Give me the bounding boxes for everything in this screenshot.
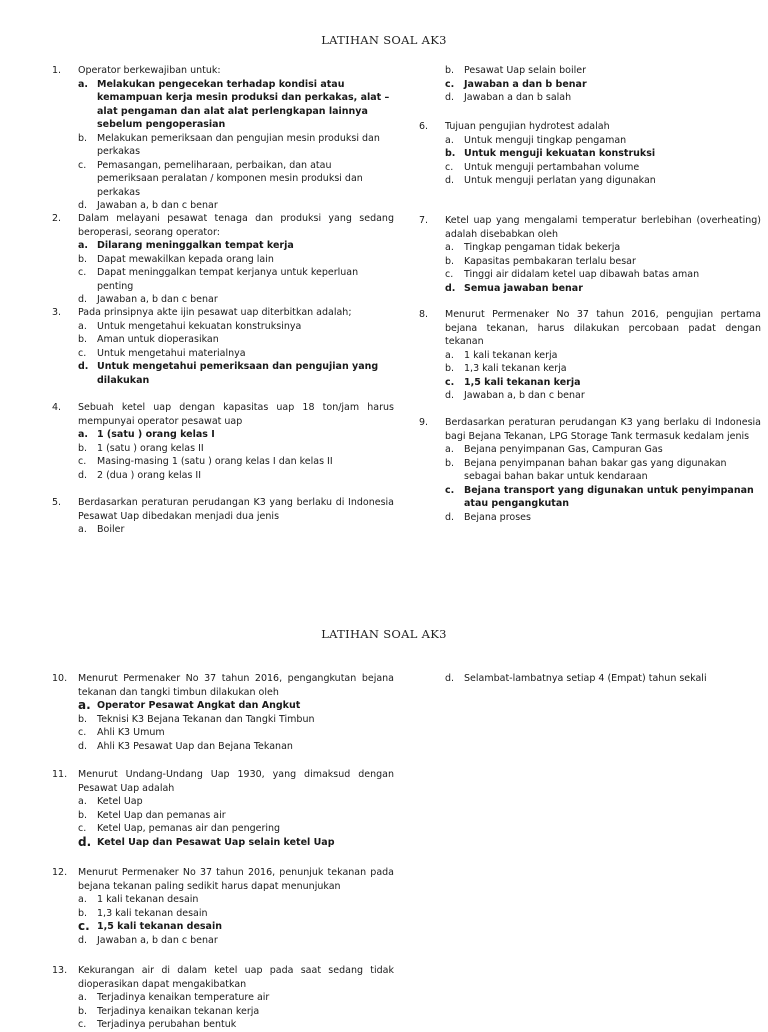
option-letter: b. xyxy=(445,65,455,76)
answer-option xyxy=(78,320,394,334)
option-text: Untuk mengetahui materialnya xyxy=(97,347,246,359)
option-text: 1,5 kali tekanan desain xyxy=(97,921,222,932)
answer-option xyxy=(78,239,394,253)
option-text: Untuk mengetahui pemeriksaan dan pengujian yang dilakukan xyxy=(97,361,379,386)
question-text: Dalam melayani pesawat tenaga dan produksi yang sedang beroperasi, seorang operator: xyxy=(78,213,394,238)
option-text: Tingkap pengaman tidak bekerja xyxy=(464,242,621,253)
question-1 xyxy=(52,64,394,213)
option-letter: b. xyxy=(445,148,456,159)
answer-option xyxy=(78,159,394,200)
answer-option xyxy=(445,349,761,363)
answer-option xyxy=(78,920,394,934)
option-text: Jawaban a dan b benar xyxy=(464,78,587,90)
question-text: Berdasarkan peraturan perudangan K3 yang berlaku di Indonesia bagi Bejana Tekanan, LPG Storage Tank termasuk kedalam jenis xyxy=(445,417,761,442)
question-text: Operator berkewajiban untuk: xyxy=(78,65,221,76)
option-text: Untuk menguji kekuatan konstruksi xyxy=(464,148,656,159)
option-letter: b. xyxy=(445,363,455,374)
option-letter: c. xyxy=(445,376,455,388)
option-text: Melakukan pengecekan terhadap kondisi atau kemampuan kerja mesin produksi dan perkakas, alat – alat pengaman dan alat alat perlengkapan lainnya sebelum pengoperasian xyxy=(97,78,390,130)
answer-option xyxy=(445,443,761,457)
answer-option xyxy=(78,347,394,361)
option-letter: b. xyxy=(78,1005,88,1017)
option-text: 1,5 kali tekanan kerja xyxy=(464,376,581,388)
question-8 xyxy=(419,308,761,403)
question-number: 4. xyxy=(52,402,62,413)
answer-option xyxy=(78,428,394,442)
question-10 xyxy=(52,672,394,753)
answer-option xyxy=(78,360,394,387)
answer-option xyxy=(445,134,761,148)
option-letter: a. xyxy=(445,444,454,455)
option-letter: c. xyxy=(78,1019,87,1030)
option-letter: d. xyxy=(78,469,88,481)
option-text: 1 (satu ) orang kelas I xyxy=(97,429,215,440)
option-letter: c. xyxy=(78,727,87,738)
question-text: Pada prinsipnya akte ijin pesawat uap diterbitkan adalah; xyxy=(78,307,352,318)
answer-option xyxy=(445,241,761,255)
question-number: 5. xyxy=(52,497,62,508)
page-title: LATIHAN SOAL AK3 xyxy=(321,33,447,47)
answer-option xyxy=(78,740,394,754)
question-9 xyxy=(419,416,761,524)
option-text: Pemasangan, pemeliharaan, perbaikan, dan atau pemeriksaan peralatan / komponen mesin produksi dan perkakas xyxy=(97,159,363,198)
option-text: Aman untuk dioperasikan xyxy=(97,334,219,345)
answer-option xyxy=(78,836,394,850)
option-text: Selambat-lambatnya setiap 4 (Empat) tahun sekali xyxy=(464,673,707,684)
option-text: Jawaban a dan b salah xyxy=(464,92,572,103)
answer-option xyxy=(78,1005,394,1019)
answer-option xyxy=(445,64,761,78)
option-letter: c. xyxy=(78,456,87,467)
question-number: 6. xyxy=(419,121,429,132)
option-letter: c. xyxy=(445,78,455,90)
question-text: Sebuah ketel uap dengan kapasitas uap 18 ton/jam harus mempunyai operator pesawat uap xyxy=(78,402,394,427)
question-number: 9. xyxy=(419,417,429,428)
option-text: Untuk menguji pertambahan volume xyxy=(464,161,640,173)
option-letter: b. xyxy=(78,442,88,454)
option-letter: a. xyxy=(78,524,87,535)
question-number: 7. xyxy=(419,215,429,226)
option-text: Ketel Uap xyxy=(97,796,143,807)
answer-option xyxy=(78,907,394,921)
option-letter: d. xyxy=(78,934,88,946)
answer-option xyxy=(445,255,761,269)
option-letter: a. xyxy=(78,796,87,807)
option-text: Bejana proses xyxy=(464,511,531,523)
option-text: 1 (satu ) orang kelas II xyxy=(97,442,204,454)
answer-option xyxy=(445,362,761,376)
option-text: 1,3 kali tekanan kerja xyxy=(464,363,567,374)
option-text: Dilarang meninggalkan tempat kerja xyxy=(97,240,294,251)
answer-option xyxy=(445,147,761,161)
option-text: Tinggi air didalam ketel uap dibawah batas aman xyxy=(464,269,700,280)
question-2 xyxy=(52,212,394,307)
option-letter: c. xyxy=(445,161,454,173)
answer-option xyxy=(78,199,394,213)
answer-option xyxy=(78,523,394,537)
answer-option xyxy=(445,484,761,511)
answer-option xyxy=(78,333,394,347)
option-letter: c. xyxy=(78,267,87,278)
option-letter: c. xyxy=(78,919,90,933)
option-text: Dapat mewakilkan kepada orang lain xyxy=(97,253,274,265)
answer-option xyxy=(78,713,394,727)
option-text: Bejana transport yang digunakan untuk penyimpanan atau pengangkutan xyxy=(464,484,754,509)
question-4 xyxy=(52,401,394,482)
answer-option xyxy=(78,893,394,907)
answer-option xyxy=(78,132,394,159)
option-text: Ahli K3 Pesawat Uap dan Bejana Tekanan xyxy=(97,740,293,752)
question-text: Kekurangan air di dalam ketel uap pada saat sedang tidak dioperasikan dapat mengakibatkan xyxy=(78,965,394,990)
option-text: Ketel Uap dan Pesawat Uap selain ketel Uap xyxy=(97,836,335,848)
answer-option xyxy=(445,511,761,525)
option-letter: c. xyxy=(78,347,87,359)
answer-option xyxy=(445,268,761,282)
option-letter: a. xyxy=(78,894,87,905)
option-letter: a. xyxy=(445,242,454,253)
option-letter: d. xyxy=(78,740,88,752)
answer-option xyxy=(78,809,394,823)
option-letter: c. xyxy=(78,823,87,834)
answer-option xyxy=(78,726,394,740)
option-letter: a. xyxy=(445,134,454,146)
option-text: Untuk menguji perlatan yang digunakan xyxy=(464,175,656,186)
answer-option xyxy=(445,672,761,686)
option-letter: d. xyxy=(445,175,455,186)
answer-option xyxy=(78,934,394,948)
question-number: 1. xyxy=(52,65,62,76)
option-text: Ketel Uap dan pemanas air xyxy=(97,809,226,821)
option-text: Jawaban a, b dan c benar xyxy=(97,934,218,946)
option-text: Teknisi K3 Bejana Tekanan dan Tangki Timbun xyxy=(97,713,315,725)
option-letter: a. xyxy=(445,349,454,361)
option-text: Pesawat Uap selain boiler xyxy=(464,65,586,76)
option-letter: b. xyxy=(78,809,88,821)
option-text: Ketel Uap, pemanas air dan pengering xyxy=(97,823,281,834)
option-letter: d. xyxy=(445,282,456,294)
question-text: Menurut Permenaker No 37 tahun 2016, pengangkutan bejana tekanan dan tangki timbun dilakukan oleh xyxy=(78,673,394,698)
answer-option xyxy=(78,991,394,1005)
question-3 xyxy=(52,306,394,387)
option-letter: d. xyxy=(445,673,455,684)
option-text: Boiler xyxy=(97,524,125,535)
question-number: 10. xyxy=(52,673,68,684)
option-text: Operator Pesawat Angkat dan Angkut xyxy=(97,700,301,711)
option-letter: a. xyxy=(78,698,91,712)
option-text: Untuk mengetahui kekuatan konstruksinya xyxy=(97,320,302,332)
option-letter: c. xyxy=(445,269,454,280)
answer-option xyxy=(78,699,394,713)
question-5-continued xyxy=(445,64,761,105)
option-text: Jawaban a, b dan c benar xyxy=(97,294,218,305)
question-number: 13. xyxy=(52,965,68,976)
option-letter: c. xyxy=(445,484,455,496)
question-number: 8. xyxy=(419,309,429,320)
answer-option xyxy=(445,78,761,92)
option-letter: b. xyxy=(445,457,455,469)
question-text: Menurut Permenaker No 37 tahun 2016, penunjuk tekanan pada bejana tekanan paling sedikit harus dapat menunjukan xyxy=(78,867,394,892)
option-text: Masing-masing 1 (satu ) orang kelas I dan kelas II xyxy=(97,456,333,467)
option-text: 1 kali tekanan desain xyxy=(97,894,199,905)
answer-option xyxy=(445,282,761,296)
question-text: Ketel uap yang mengalami temperatur berlebihan (overheating) adalah disebabkan oleh xyxy=(445,215,761,240)
option-text: Untuk menguji tingkap pengaman xyxy=(464,134,627,146)
answer-option xyxy=(445,376,761,390)
option-letter: a. xyxy=(78,78,89,90)
page-title: LATIHAN SOAL AK3 xyxy=(321,627,447,641)
option-text: 1 kali tekanan kerja xyxy=(464,349,558,361)
answer-option xyxy=(78,822,394,836)
question-13-continued xyxy=(445,672,761,686)
question-7 xyxy=(419,214,761,295)
answer-option xyxy=(445,174,761,188)
option-letter: b. xyxy=(445,255,455,267)
option-letter: d. xyxy=(78,361,89,372)
option-text: Semua jawaban benar xyxy=(464,282,583,294)
option-letter: a. xyxy=(78,320,87,332)
answer-option xyxy=(78,78,394,132)
answer-option xyxy=(78,442,394,456)
option-text: Jawaban a, b dan c benar xyxy=(464,390,585,401)
question-text: Menurut Undang-Undang Uap 1930, yang dimaksud dengan Pesawat Uap adalah xyxy=(78,769,394,794)
question-number: 11. xyxy=(52,769,68,780)
option-letter: c. xyxy=(78,159,87,171)
question-text: Tujuan pengujian hydrotest adalah xyxy=(445,121,610,132)
option-text: Terjadinya kenaikan temperature air xyxy=(97,992,270,1003)
option-letter: b. xyxy=(78,334,88,345)
answer-option xyxy=(78,266,394,293)
option-text: Jawaban a, b dan c benar xyxy=(97,200,218,211)
answer-option xyxy=(445,389,761,403)
answer-option xyxy=(445,91,761,105)
option-text: Dapat meninggalkan tempat kerjanya untuk keperluan penting xyxy=(97,267,359,292)
option-letter: a. xyxy=(78,429,89,440)
option-text: Bejana penyimpanan bahan bakar gas yang digunakan sebagai bahan bakar untuk kendaraan xyxy=(464,457,727,482)
option-text: Kapasitas pembakaran terlalu besar xyxy=(464,255,636,267)
answer-option xyxy=(445,161,761,175)
question-number: 12. xyxy=(52,867,68,878)
question-text: Menurut Permenaker No 37 tahun 2016, pengujian pertama bejana tekanan, harus dilakukan percobaan padat dengan tekanan xyxy=(445,309,761,347)
answer-option xyxy=(445,457,761,484)
option-letter: d. xyxy=(445,511,455,523)
option-text: Terjadinya kenaikan tekanan kerja xyxy=(97,1005,260,1017)
option-letter: d. xyxy=(78,200,88,211)
answer-option xyxy=(78,469,394,483)
option-text: 2 (dua ) orang kelas II xyxy=(97,469,202,481)
option-text: Ahli K3 Umum xyxy=(97,727,165,738)
option-letter: a. xyxy=(78,992,87,1003)
option-letter: b. xyxy=(78,907,88,919)
option-letter: d. xyxy=(78,834,92,849)
question-13 xyxy=(52,964,394,1032)
option-letter: b. xyxy=(78,253,88,265)
option-text: 1,3 kali tekanan desain xyxy=(97,907,208,919)
option-letter: d. xyxy=(78,294,88,305)
option-letter: a. xyxy=(78,240,89,251)
answer-option xyxy=(78,293,394,307)
option-text: Terjadinya perubahan bentuk xyxy=(97,1019,237,1030)
question-6 xyxy=(419,120,761,188)
question-5 xyxy=(52,496,394,537)
option-letter: b. xyxy=(78,132,88,144)
option-text: Melakukan pemeriksaan dan pengujian mesin produksi dan perkakas xyxy=(97,132,380,157)
answer-option xyxy=(78,253,394,267)
answer-option xyxy=(78,1018,394,1032)
option-letter: d. xyxy=(445,390,455,401)
option-text: Bejana penyimpanan Gas, Campuran Gas xyxy=(464,444,663,455)
question-number: 2. xyxy=(52,213,62,224)
option-letter: d. xyxy=(445,92,455,103)
question-12 xyxy=(52,866,394,947)
option-letter: b. xyxy=(78,713,88,725)
question-text: Berdasarkan peraturan perudangan K3 yang berlaku di Indonesia Pesawat Uap dibedakan menjadi dua jenis xyxy=(78,497,394,522)
answer-option xyxy=(78,455,394,469)
answer-option xyxy=(78,795,394,809)
question-11 xyxy=(52,768,394,849)
question-number: 3. xyxy=(52,307,62,318)
